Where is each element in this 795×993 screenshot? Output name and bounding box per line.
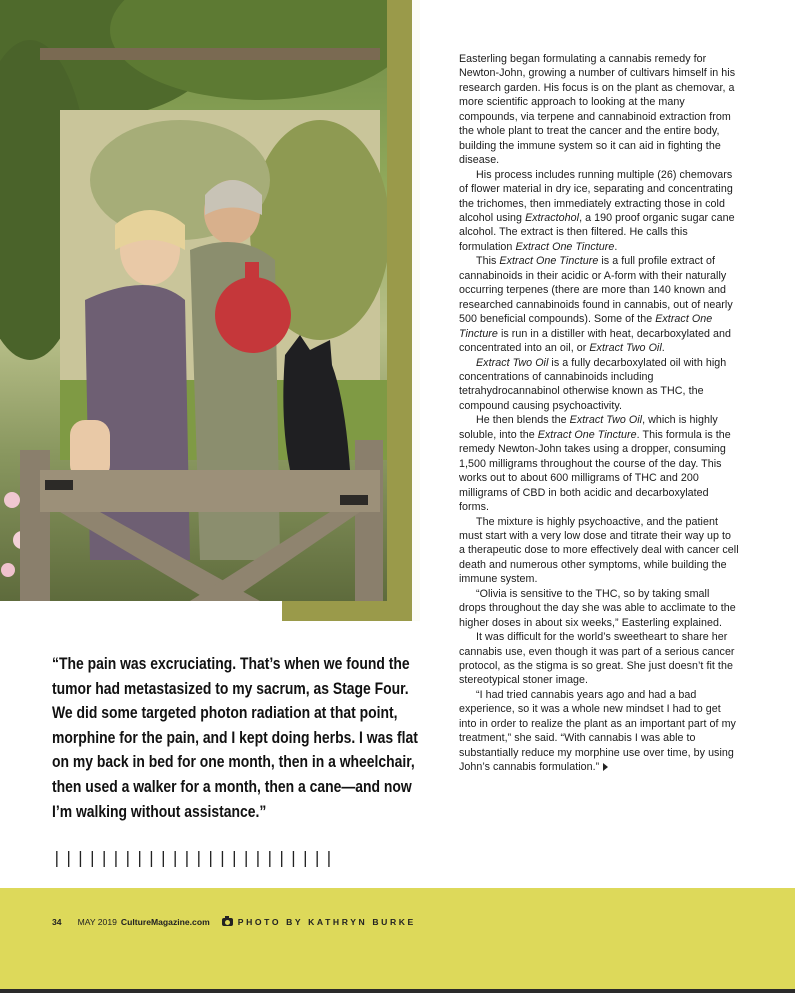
page-number: 34 [52, 917, 62, 927]
footer-band [0, 888, 795, 989]
feature-photo [0, 0, 387, 601]
article-paragraph [459, 52, 739, 168]
issue-date: MAY 2019 [77, 917, 117, 927]
text-run: is run in a distiller with heat, decarboxylated and concentrated into an oil, or [459, 327, 732, 355]
article-paragraph [459, 254, 739, 355]
text-run: “Olivia is sensitive to the THC, so by taking small drops throughout the day she was able to acclimate to the higher doses in about six weeks,” Easterling explained. [459, 587, 736, 629]
italic-term: Extractohol [525, 211, 580, 224]
italic-term: Extract One Tincture [499, 255, 599, 268]
italic-term: Extract One Tincture [459, 313, 713, 340]
triangle-right-icon [603, 763, 608, 771]
olive-accent-base [282, 601, 412, 621]
folio [52, 917, 416, 927]
text-run: is a fully decarboxylated oil with high concentrations of cannabinoids including tetrahydrocannabinol otherwise known as THC, the compound causing psychoactivity. [459, 356, 727, 412]
italic-term: Extract Two Oil [569, 414, 643, 427]
text-run: His process includes running multiple (26) chemovars of flower material in dry ice, separating and concentrating the trichomes, then immediately extracting those in cold alcohol using [459, 168, 733, 224]
text-run: . [614, 240, 618, 253]
article-paragraph [459, 587, 739, 630]
text-run: , which is highly soluble, into the [459, 414, 718, 441]
italic-term: Extract Two Oil [589, 342, 662, 355]
text-run: . [661, 342, 665, 355]
text-run: . This formula is the remedy Newton-John takes using a dropper, consuming 1,500 milligrams throughout the course of the day. This works out to about 600 milligrams of THC and 200 milligrams of CBD in both acidic and decarboxylated forms. [459, 428, 731, 514]
article-paragraph [459, 168, 739, 255]
article-body [459, 52, 739, 775]
article-paragraph [459, 515, 739, 587]
tally-marks-decoration: |||||||||||||||||||||||| [52, 848, 336, 867]
article-paragraph [459, 413, 739, 514]
article-paragraph [459, 356, 739, 414]
text-run: “I had tried cannabis years ago and had a bad experience, so it was a whole new mindset I had to get into in order to realize the plant as an important part of my treatment,” she said. “With cannabis I was able to substantially reduce my morphine use over time, by using John’s cannabis formulation.” [459, 688, 736, 774]
italic-term: Extract One Tincture [515, 240, 615, 253]
text-run: , a 190 proof organic sugar cane alcohol. The extract is then filtered. He calls this formulation [459, 211, 735, 253]
text-run: It was difficult for the world’s sweetheart to share her cannabis use, even though it was part of a serious cancer protocol, as the stigma is so great. She just doesn’t fit the stereotypical stoner image. [459, 631, 735, 687]
footer-bottom-rule [0, 989, 795, 993]
italic-term: Extract Two Oil [476, 356, 549, 369]
article-paragraph [459, 688, 739, 775]
article-paragraph [459, 630, 739, 688]
accent-strip [412, 0, 420, 621]
website-link[interactable]: CultureMagazine.com [120, 917, 210, 927]
camera-icon [222, 918, 233, 926]
text-run: This [476, 255, 500, 268]
garden-gate-illustration [0, 0, 387, 601]
photo-credit: PHOTO BY KATHRYN BURKE [237, 917, 416, 927]
olive-accent-bar [387, 0, 412, 621]
text-run: is a full profile extract of cannabinoids in their acidic or A-form with their naturally occurring terpenes (there are more than 140 known and researched cannabinoids found in cannabis, out of nearly 500 beneficial compounds). Some of the [459, 255, 733, 326]
text-run: The mixture is highly psychoactive, and the patient must start with a very low dose and titrate their way up to a therapeutic dose to more effectively deal with cancer cell death and numerous other symptoms, while building the immune system. [459, 515, 739, 586]
text-run: He then blends the [476, 414, 570, 427]
text-run: Easterling began formulating a cannabis remedy for Newton-John, growing a number of cultivars himself in his research garden. His focus is on the plant as chemovar, a more scientific approach to looking at the many compounds, via terpene and cannabinoid extraction from the whole plant to treat the cancer and the entire body, building the immune system so it can aid in fighting the disease. [459, 53, 736, 167]
italic-term: Extract One Tincture [537, 428, 637, 441]
pull-quote: “The pain was excruciating. That’s when we found the tumor had metastasized to my sacrum, as Stage Four. We did some targeted photon radiation at that point, morphine for the pain, and I kept doing herbs. I was flat on my back in bed for one month, then in a wheelchair, then used a walker for a month, then a cane—and now I’m walking without assistance.” [52, 655, 418, 821]
